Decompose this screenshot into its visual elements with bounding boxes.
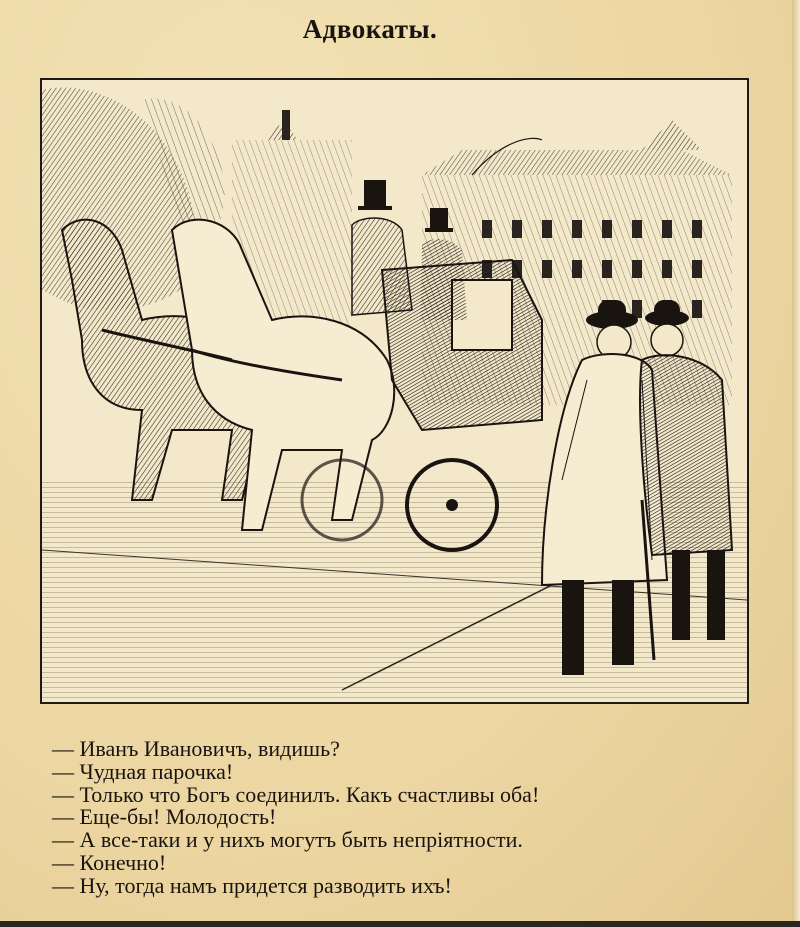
dialogue-block <box>52 738 752 898</box>
dialogue-line: — Еще-бы! Молодость! <box>52 804 277 830</box>
dialogue-line: — Только что Богъ соединилъ. Какъ счастливы оба! <box>52 781 540 807</box>
dialogue-line: — Иванъ Ивановичъ, видишь? <box>52 736 340 761</box>
dialogue-line: — Конечно! <box>52 849 167 875</box>
engraving-illustration <box>40 78 749 704</box>
page-title: Адвокаты. <box>302 14 438 44</box>
page-bottom-border <box>0 921 800 927</box>
dialogue-line: — Ну, тогда намъ придется разводить ихъ! <box>52 872 452 898</box>
dialogue-line: — А все-таки и у нихъ могутъ быть непріятности. <box>52 827 523 853</box>
dialogue-line: — Чудная парочка! <box>52 758 234 784</box>
page-edge <box>792 0 800 927</box>
